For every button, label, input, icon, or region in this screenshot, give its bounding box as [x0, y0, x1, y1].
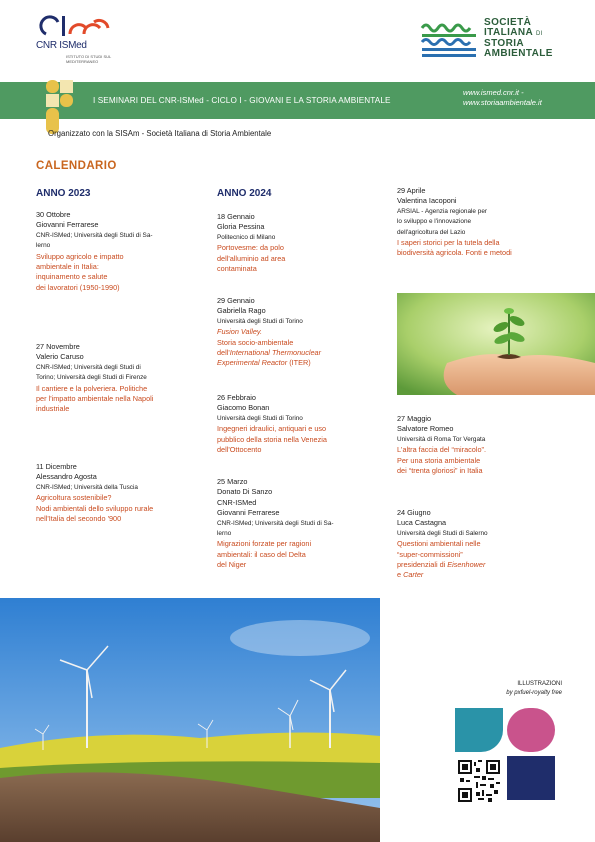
event-title: inquinamento e salute: [36, 272, 108, 282]
event-affiliation: Torino; Università degli Studi di Firenze: [36, 374, 147, 382]
event-affiliation: lo sviluppo e l'innovazione: [397, 218, 472, 226]
sprout-in-hand-photo: [397, 293, 595, 395]
event-date: 26 Febbraio: [217, 393, 256, 402]
event-title: Per una storia ambientale: [397, 455, 481, 465]
event-title: ambientali: il caso del Delta: [217, 549, 306, 559]
event-title: Questioni ambientali nelle: [397, 539, 481, 549]
event-date: 27 Novembre: [36, 342, 80, 351]
event-affiliation: Politecnico di Milano: [217, 233, 276, 241]
event-date: 25 Marzo: [217, 477, 248, 486]
event-title: dell'Ottocento: [217, 445, 262, 455]
cnr-logo-subtitle: ISTITUTO DI STUDI SUL MEDITERRANEO: [66, 54, 112, 64]
cnr-logo-text: CNR ISMed: [36, 40, 87, 51]
event-date: 29 Aprile: [397, 186, 426, 195]
banner-links[interactable]: [463, 88, 542, 108]
event-affiliation: lerno: [217, 530, 232, 538]
event-title: e Carter: [397, 570, 424, 580]
event-entry: [36, 210, 153, 293]
event-title: del Niger: [217, 560, 247, 570]
event-title: L'altra faccia del “miracolo”.: [397, 445, 486, 455]
event-entry: [397, 186, 512, 259]
event-title: pubblico della storia nella Venezia: [217, 434, 327, 444]
waves-icon: [420, 20, 478, 60]
ismed-link[interactable]: www.ismed.cnr.it -: [463, 88, 524, 97]
event-title: presidenziali di Eisenhower: [397, 560, 486, 570]
event-speaker: Giovanni Ferrarese: [217, 508, 280, 518]
event-title: Sviluppo agricolo e impatto: [36, 251, 124, 261]
event-affiliation: Università degli Studi di Torino: [217, 414, 303, 422]
event-title: dell'alluminio ad area: [217, 253, 286, 263]
event-affiliation: Università degli Studi di Salerno: [397, 529, 488, 537]
event-speaker: Donato Di Sanzo: [217, 487, 273, 497]
year-2024: ANNO 2024: [217, 188, 272, 199]
event-date: 27 Maggio: [397, 414, 432, 423]
event-title: industriale: [36, 404, 70, 414]
banner-title: I SEMINARI DEL CNR-ISMed - CICLO I - GIOVANI E LA STORIA AMBIENTALE: [93, 96, 391, 105]
event-speaker: Gabriella Rago: [217, 306, 266, 316]
illustrations-credit: ILLUSTRAZIONI by pxfuel-royalty free: [506, 681, 562, 696]
event-affiliation: CNR-ISMed; Università degli Studi di Sa-: [217, 519, 334, 527]
event-affiliation: CNR-ISMed; Università degli Studi di Sa-: [36, 231, 153, 239]
cnr-rings-icon: [38, 14, 110, 38]
event-title: Agricoltura sostenibile?: [36, 493, 112, 503]
event-title: dei lavoratori (1950-1990): [36, 282, 120, 292]
event-title: I saperi storici per la tutela della: [397, 238, 500, 248]
event-title: Fusion Valley.: [217, 327, 263, 337]
event-title: Migrazioni forzate per ragioni: [217, 539, 312, 549]
event-speaker: Giovanni Ferrarese: [36, 220, 99, 230]
event-speaker: Valentina Iacoponi: [397, 196, 457, 206]
event-affiliation: lerno: [36, 242, 51, 250]
event-title: dei “trenta gloriosi” in Italia: [397, 466, 483, 476]
event-speaker: Alessandro Agosta: [36, 472, 97, 482]
event-title: dell'International Thermonuclear: [217, 348, 322, 358]
event-affiliation: dell'agricoltura del Lazio: [397, 228, 466, 236]
event-title: biodiversità agricola. Fonti e metodi: [397, 248, 512, 258]
event-title: Ingegneri idraulici, antiquari e uso: [217, 424, 327, 434]
event-date: 18 Gennaio: [217, 212, 255, 221]
event-speaker: Luca Castagna: [397, 518, 447, 528]
calendar-title: CALENDARIO: [36, 160, 117, 172]
event-date: 29 Gennaio: [217, 296, 255, 305]
sisam-link[interactable]: www.storiaambientale.it: [463, 98, 542, 107]
wind-farm-photo: [0, 598, 380, 842]
event-title: ambientale in Italia:: [36, 262, 99, 272]
event-title: Experimental Reactor (ITER): [217, 358, 311, 368]
event-title: per l'impatto ambientale nella Napoli: [36, 394, 154, 404]
event-affiliation: CNR-ISMed; Università della Tuscia: [36, 483, 138, 491]
event-title: Portovesme: da polo: [217, 243, 284, 253]
event-affiliation: Università degli Studi di Torino: [217, 317, 303, 325]
event-speaker: Valerio Caruso: [36, 352, 84, 362]
event-speaker: Salvatore Romeo: [397, 424, 454, 434]
event-affiliation: ARSIAL - Agenzia regionale per: [397, 207, 487, 215]
qr-code-icon[interactable]: [458, 760, 500, 802]
year-2023: ANNO 2023: [36, 188, 91, 199]
event-speaker: Gloria Pessina: [217, 222, 265, 232]
event-affiliation: CNR-ISMed; Università degli Studi di: [36, 363, 141, 371]
organizer-text: Organizzato con la SISAm - Società Italiana di Storia Ambientale: [48, 129, 272, 138]
event-entry: [217, 477, 334, 571]
event-entry: [217, 393, 327, 455]
event-entry: [217, 212, 285, 274]
event-entry: [217, 296, 321, 369]
event-affiliation: Università di Roma Tor Vergata: [397, 435, 486, 443]
event-title: Storia socio-ambientale: [217, 337, 294, 347]
event-entry: [36, 462, 153, 524]
event-date: 24 Giugno: [397, 508, 431, 517]
event-entry: [397, 414, 486, 476]
event-title: nell'Italia del secondo '900: [36, 514, 122, 524]
event-entry: [397, 508, 488, 581]
sisam-name: SOCIETÀ ITALIANA DI STORIA AMBIENTALE: [484, 17, 553, 59]
event-speaker: Giacomo Bonan: [217, 403, 270, 413]
event-entry: [36, 342, 153, 415]
event-date: 11 Dicembre: [36, 462, 77, 471]
event-speaker-affiliation: CNR-ISMed: [217, 497, 257, 507]
sisam-logo: [420, 18, 570, 68]
event-title: “super-commissioni”: [397, 549, 463, 559]
event-title: Nodi ambientali dello sviluppo rurale: [36, 503, 154, 513]
event-date: 30 Ottobre: [36, 210, 71, 219]
cnr-ismed-logo: [34, 14, 114, 72]
event-title: contaminata: [217, 264, 257, 274]
event-title: Il cantiere e la polveriera. Politiche: [36, 383, 148, 393]
